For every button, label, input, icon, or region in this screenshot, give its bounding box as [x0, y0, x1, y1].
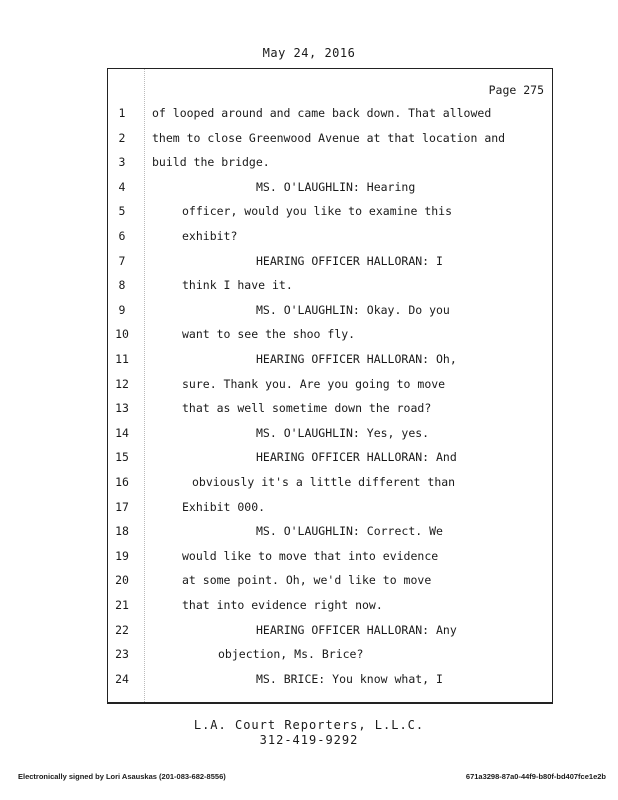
line-text: MS. O'LAUGHLIN: Yes, yes.	[256, 425, 430, 440]
line-number: 12	[115, 376, 129, 391]
line-number: 18	[115, 524, 129, 539]
line-text: would like to move that into evidence	[182, 548, 439, 563]
line-number: 20	[115, 573, 129, 588]
line-number: 23	[115, 647, 129, 662]
line-number: 4	[118, 179, 126, 194]
court-reporter-name: L.A. Court Reporters, L.L.C.	[193, 718, 425, 732]
line-number: 8	[118, 278, 126, 293]
transcript-line	[108, 598, 554, 618]
transcript-line	[108, 131, 554, 151]
transcript-line	[108, 229, 554, 249]
line-text: MS. O'LAUGHLIN: Okay. Do you	[256, 302, 450, 317]
transcript-line	[108, 401, 554, 421]
line-text: Exhibit 000.	[182, 499, 266, 514]
transcript-line	[108, 672, 554, 692]
line-text: of looped around and came back down. That allowed	[152, 106, 492, 120]
transcript-line	[108, 327, 554, 347]
line-number: 17	[115, 499, 129, 514]
line-number: 9	[118, 302, 126, 317]
line-text: HEARING OFFICER HALLORAN: And	[256, 450, 457, 465]
line-text: MS. O'LAUGHLIN: Correct. We	[256, 524, 443, 539]
line-text: HEARING OFFICER HALLORAN: Oh,	[256, 352, 457, 366]
transcript-line	[108, 254, 554, 274]
transcript-line	[108, 500, 554, 520]
line-text: think I have it.	[182, 278, 293, 293]
line-number: 11	[115, 352, 129, 366]
transcript-line	[108, 106, 554, 126]
line-number: 16	[115, 475, 129, 489]
line-number: 5	[118, 204, 126, 219]
transcript-line	[108, 647, 554, 667]
line-number: 1	[118, 106, 126, 120]
line-text: that as well sometime down the road?	[182, 401, 432, 416]
line-number: 3	[118, 155, 126, 170]
line-number: 14	[115, 425, 129, 440]
transcript-page-frame	[107, 68, 553, 704]
line-text: MS. BRICE: You know what, I	[256, 671, 443, 686]
transcript-line	[108, 573, 554, 593]
transcript-line	[108, 352, 554, 372]
line-number: 21	[115, 598, 129, 612]
line-text: sure. Thank you. Are you going to move	[182, 376, 446, 391]
transcript-line	[108, 303, 554, 323]
line-text: MS. O'LAUGHLIN: Hearing	[256, 179, 416, 194]
line-text: officer, would you like to examine this	[182, 204, 453, 219]
line-number: 13	[115, 401, 129, 416]
line-number: 19	[115, 548, 129, 563]
line-text: at some point. Oh, we'd like to move	[182, 573, 432, 588]
line-number: 7	[118, 253, 126, 268]
line-number: 2	[118, 130, 126, 145]
transcript-line	[108, 180, 554, 200]
transcript-date: May 24, 2016	[262, 46, 356, 60]
line-text: objection, Ms. Brice?	[218, 647, 364, 662]
transcript-line	[108, 155, 554, 175]
page-number: Page 275	[488, 83, 544, 97]
line-text: exhibit?	[182, 229, 238, 243]
line-text: HEARING OFFICER HALLORAN: I	[256, 253, 443, 268]
line-text: want to see the shoo fly.	[182, 327, 356, 342]
line-text: that into evidence right now.	[182, 598, 383, 612]
court-reporter-phone: 312-419-9292	[259, 733, 359, 747]
transcript-line	[108, 450, 554, 470]
transcript-line	[108, 623, 554, 643]
transcript-line	[108, 426, 554, 446]
document-id: 671a3298-87a0-44f9-b80f-bd407fce1e2b	[465, 772, 606, 781]
transcript-line	[108, 377, 554, 397]
line-number: 24	[115, 671, 129, 686]
electronic-signature-note: Electronically signed by Lori Asauskas (201-083-682-8556)	[18, 772, 226, 781]
transcript-line	[108, 475, 554, 495]
line-text: obviously it's a little different than	[192, 475, 456, 489]
line-number: 6	[118, 229, 126, 243]
transcript-line	[108, 524, 554, 544]
line-text: build the bridge.	[152, 155, 270, 170]
transcript-line	[108, 204, 554, 224]
transcript-line	[108, 278, 554, 298]
line-number: 22	[115, 622, 129, 637]
line-text: them to close Greenwood Avenue at that location and	[152, 130, 506, 145]
transcript-line	[108, 549, 554, 569]
line-number: 15	[115, 450, 129, 465]
line-number: 10	[115, 327, 129, 342]
line-text: HEARING OFFICER HALLORAN: Any	[256, 622, 457, 637]
